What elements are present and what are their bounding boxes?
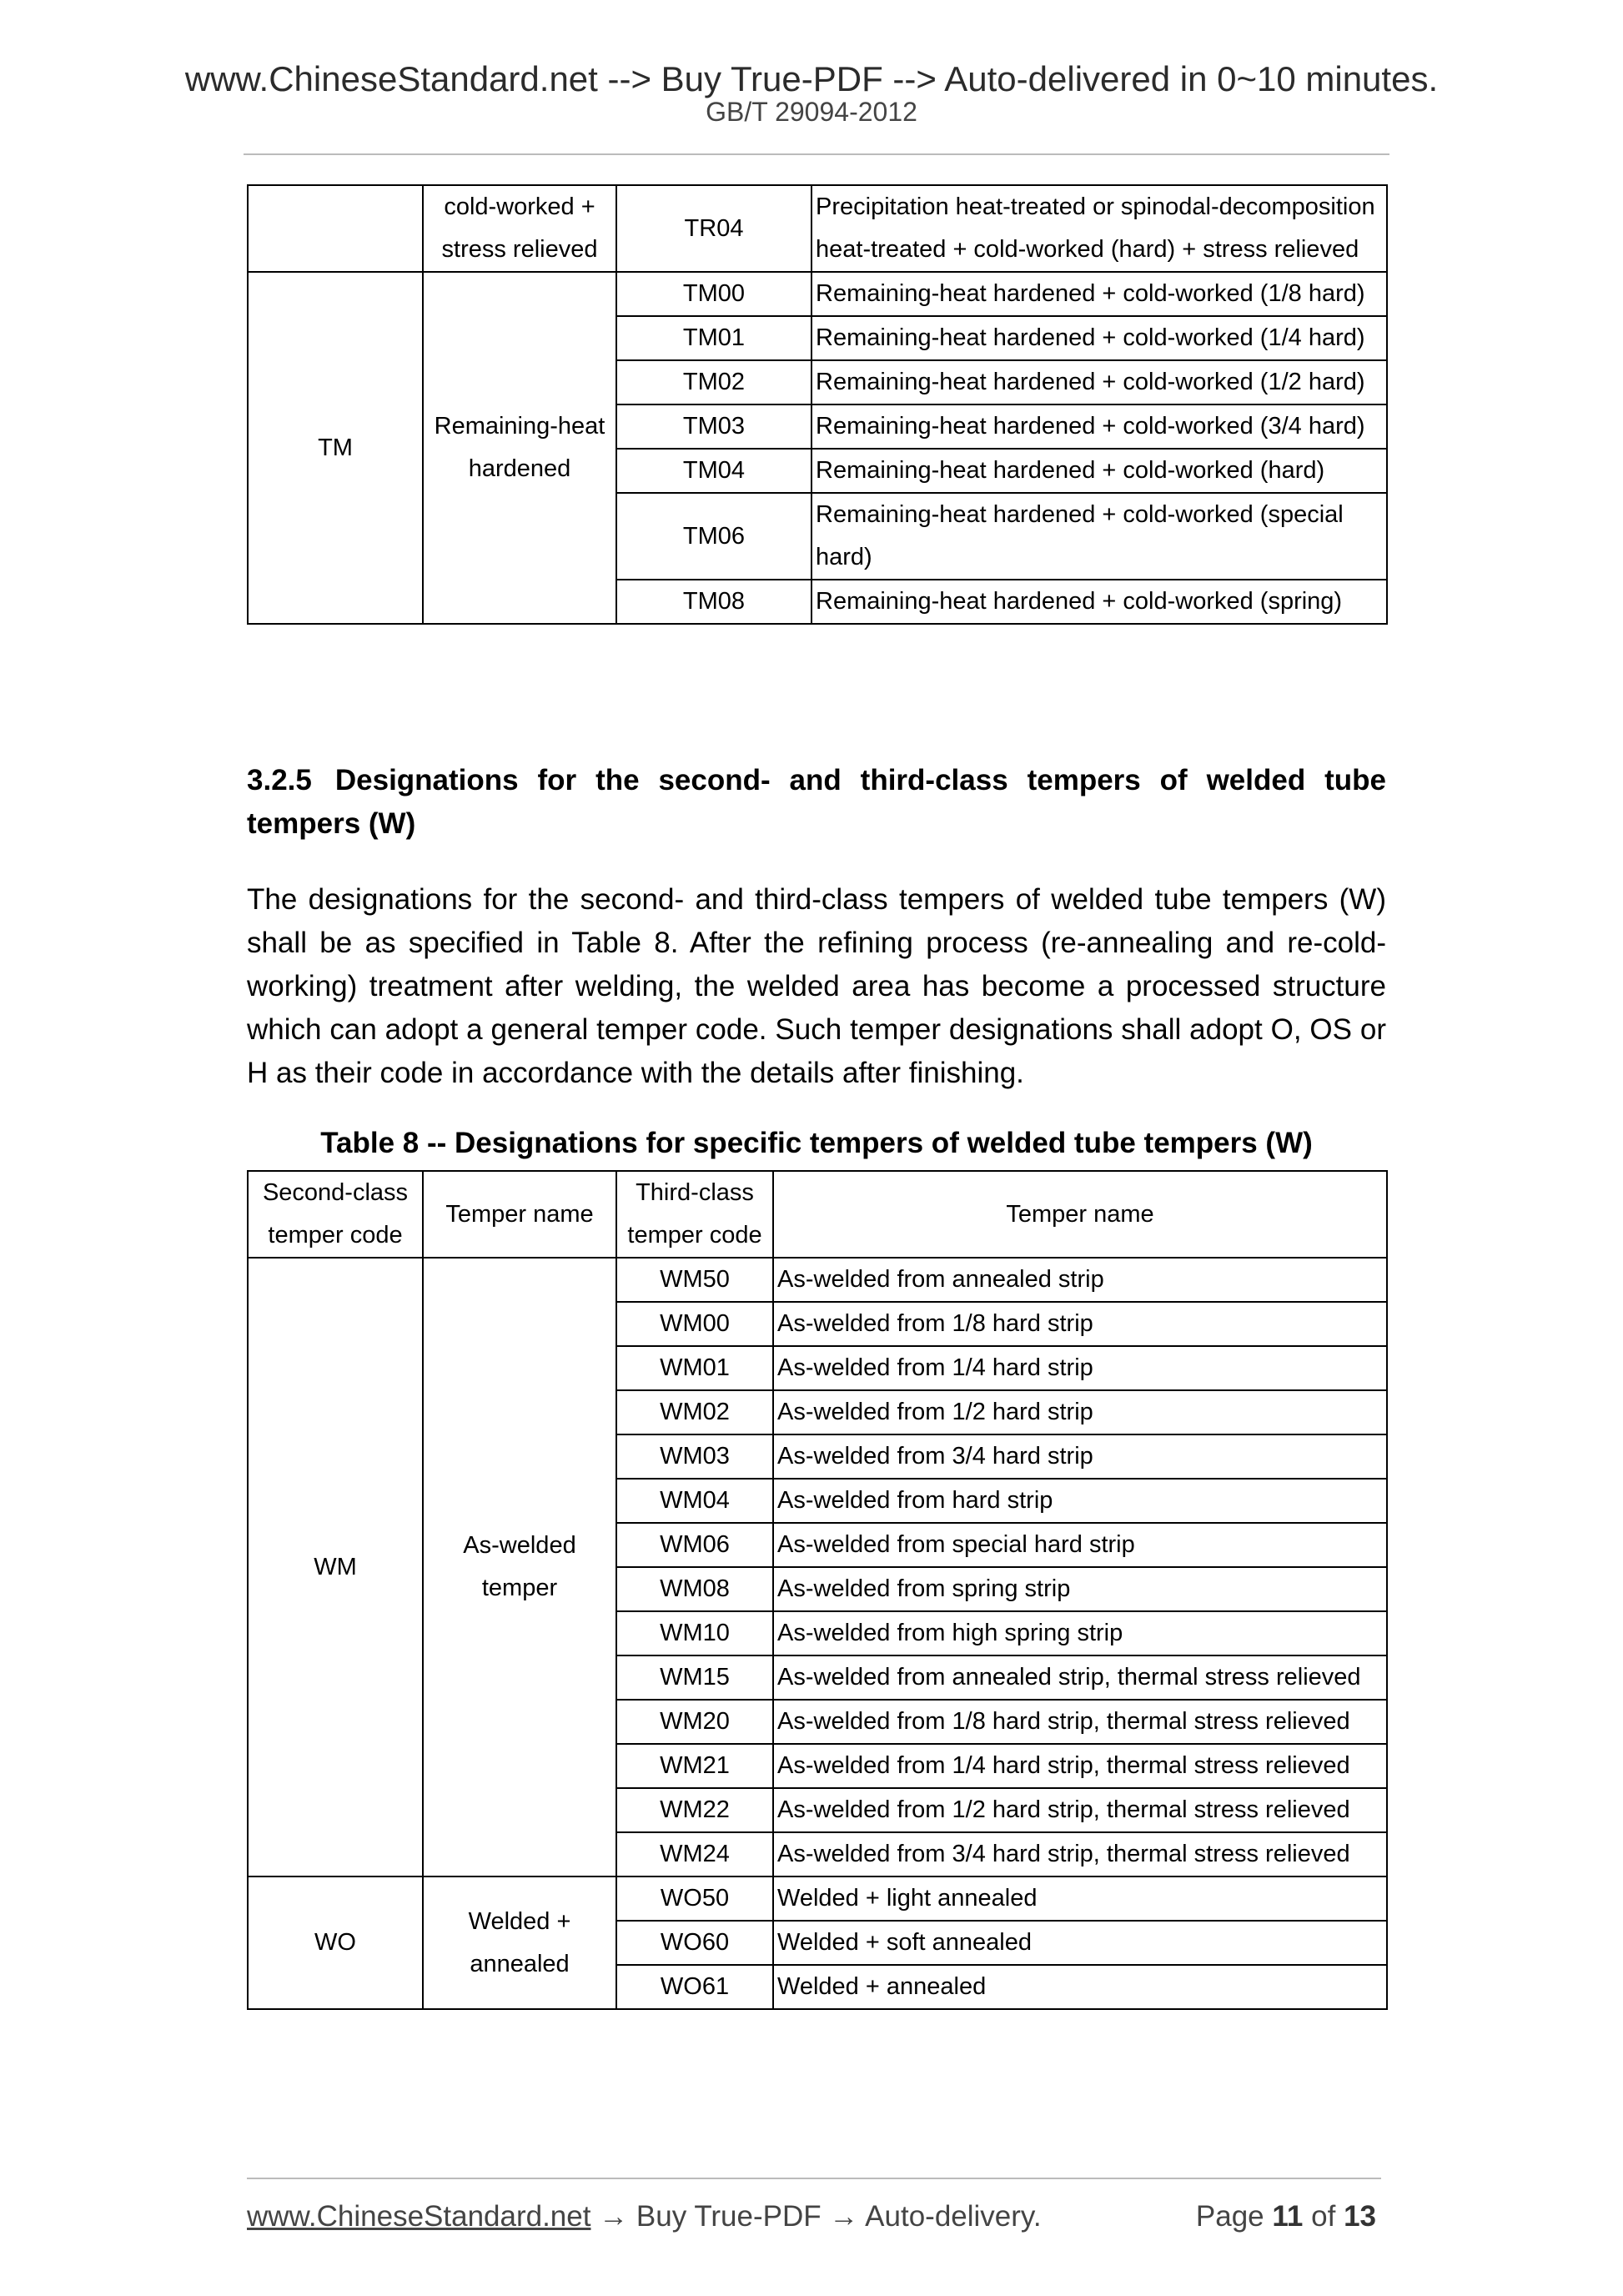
temper-desc-cell: Remaining-heat hardened + cold-worked (1/2 hard) (812, 360, 1387, 404)
temper-code-cell: WM01 (616, 1346, 773, 1390)
temper-desc-cell: As-welded from high spring strip (773, 1611, 1387, 1655)
table-row (248, 1876, 1387, 1921)
temper-table-continued (247, 184, 1388, 625)
temper-desc-cell: Welded + light annealed (773, 1876, 1387, 1921)
group-code-cell: WM (248, 1258, 423, 1876)
header-third-class-code: Third-class temper code (616, 1171, 773, 1258)
temper-code-cell: WO60 (616, 1921, 773, 1965)
table8-header-row (248, 1171, 1387, 1258)
temper-name-cell: cold-worked + stress relieved (423, 185, 616, 272)
temper-code-cell: WM08 (616, 1567, 773, 1611)
temper-desc-cell: As-welded from hard strip (773, 1479, 1387, 1523)
table8-caption: Table 8 -- Designations for specific tempers of welded tube tempers (W) (320, 1127, 1313, 1159)
temper-code-cell: WM15 (616, 1655, 773, 1700)
temper-desc-cell: As-welded from annealed strip (773, 1258, 1387, 1302)
header-temper-desc: Temper name (773, 1171, 1387, 1258)
group-code-cell: TM (248, 272, 423, 624)
temper-code-cell: TM02 (616, 360, 812, 404)
section-number: 3.2.5 (247, 764, 312, 796)
page-label: Page (1195, 2200, 1264, 2233)
temper-code-cell: WO61 (616, 1965, 773, 2009)
temper-desc-cell: As-welded from 1/4 hard strip, thermal stress relieved (773, 1744, 1387, 1788)
temper-desc-cell: As-welded from 1/8 hard strip (773, 1302, 1387, 1346)
temper-desc-cell: Welded + soft annealed (773, 1921, 1387, 1965)
footer-site-link[interactable]: www.ChineseStandard.net (247, 2200, 591, 2233)
temper-desc-cell: As-welded from 1/8 hard strip, thermal stress relieved (773, 1700, 1387, 1744)
temper-code-cell: TM04 (616, 449, 812, 493)
temper-code-cell: WM06 (616, 1523, 773, 1567)
temper-desc-cell: As-welded from annealed strip, thermal stress relieved (773, 1655, 1387, 1700)
footer-divider (247, 2178, 1381, 2179)
temper-code-cell: WM22 (616, 1788, 773, 1832)
footer-left (247, 2202, 1042, 2231)
temper-code-cell: WM03 (616, 1434, 773, 1479)
temper-code-cell: TM00 (616, 272, 812, 316)
page-of: of (1311, 2200, 1336, 2233)
table-row (248, 272, 1387, 316)
temper-desc-cell: Remaining-heat hardened + cold-worked (hard) (812, 449, 1387, 493)
temper-desc-cell: Precipitation heat-treated or spinodal-decomposition heat-treated + cold-worked (hard) + stress relieved (812, 185, 1387, 272)
temper-desc-cell: Remaining-heat hardened + cold-worked (3/4 hard) (812, 404, 1387, 449)
table-row (248, 185, 1387, 272)
temper-code-cell: TM03 (616, 404, 812, 449)
header-divider (244, 153, 1389, 155)
temper-code-cell: TM06 (616, 493, 812, 580)
temper-code-cell: WM50 (616, 1258, 773, 1302)
temper-desc-cell: As-welded from 1/4 hard strip (773, 1346, 1387, 1390)
temper-code-cell: WO50 (616, 1876, 773, 1921)
temper-code-cell: WM20 (616, 1700, 773, 1744)
group-code-cell: WO (248, 1876, 423, 2009)
empty-cell (248, 185, 423, 272)
temper-desc-cell: Remaining-heat hardened + cold-worked (1/8 hard) (812, 272, 1387, 316)
page-number (1196, 2202, 1376, 2231)
temper-code-cell: WM10 (616, 1611, 773, 1655)
temper-desc-cell: As-welded from 1/2 hard strip, thermal stress relieved (773, 1788, 1387, 1832)
temper-code-cell: WM00 (616, 1302, 773, 1346)
temper-desc-cell: Remaining-heat hardened + cold-worked (spring) (812, 580, 1387, 624)
table8 (247, 1170, 1388, 2010)
temper-desc-cell: As-welded from spring strip (773, 1567, 1387, 1611)
temper-desc-cell: As-welded from 3/4 hard strip, thermal stress relieved (773, 1832, 1387, 1876)
temper-code-cell: WM21 (616, 1744, 773, 1788)
section-heading (247, 759, 1386, 846)
temper-code-cell: TM08 (616, 580, 812, 624)
temper-desc-cell: As-welded from 1/2 hard strip (773, 1390, 1387, 1434)
temper-desc-cell: As-welded from special hard strip (773, 1523, 1387, 1567)
header-temper-name: Temper name (423, 1171, 616, 1258)
temper-desc-cell: Welded + annealed (773, 1965, 1387, 2009)
temper-code-cell: WM02 (616, 1390, 773, 1434)
group-name-cell: Welded + annealed (423, 1876, 616, 2009)
temper-desc-cell: Remaining-heat hardened + cold-worked (1/4 hard) (812, 316, 1387, 360)
page-total: 13 (1344, 2200, 1376, 2233)
section-paragraph: The designations for the second- and third-class tempers of welded tube tempers (W) shall be as specified in Table 8. After the refining process (re-annealing and re-cold-working) treatment after welding, the welded area has become a processed structure which can adopt a general temper code. Such temper designations shall adopt O, OS or H as their code in accordance with the details after finishing. (247, 883, 1386, 1089)
section-title: Designations for the second- and third-class tempers of welded tube tempers (W) (247, 764, 1386, 840)
header-banner: www.ChineseStandard.net --> Buy True-PDF --> Auto-delivered in 0~10 minutes. (184, 59, 1439, 98)
page-current: 11 (1272, 2200, 1304, 2233)
footer-text: → Buy True-PDF → Auto-delivery. (590, 2200, 1042, 2233)
temper-desc-cell: Remaining-heat hardened + cold-worked (special hard) (812, 493, 1387, 580)
header-second-class-code: Second-class temper code (248, 1171, 423, 1258)
group-name-cell: As-welded temper (423, 1258, 616, 1876)
temper-code-cell: WM04 (616, 1479, 773, 1523)
temper-code-cell: WM24 (616, 1832, 773, 1876)
table-row (248, 1258, 1387, 1302)
temper-code-cell: TR04 (616, 185, 812, 272)
temper-desc-cell: As-welded from 3/4 hard strip (773, 1434, 1387, 1479)
group-name-cell: Remaining-heat hardened (423, 272, 616, 624)
standard-code: GB/T 29094-2012 (706, 97, 917, 127)
temper-code-cell: TM01 (616, 316, 812, 360)
